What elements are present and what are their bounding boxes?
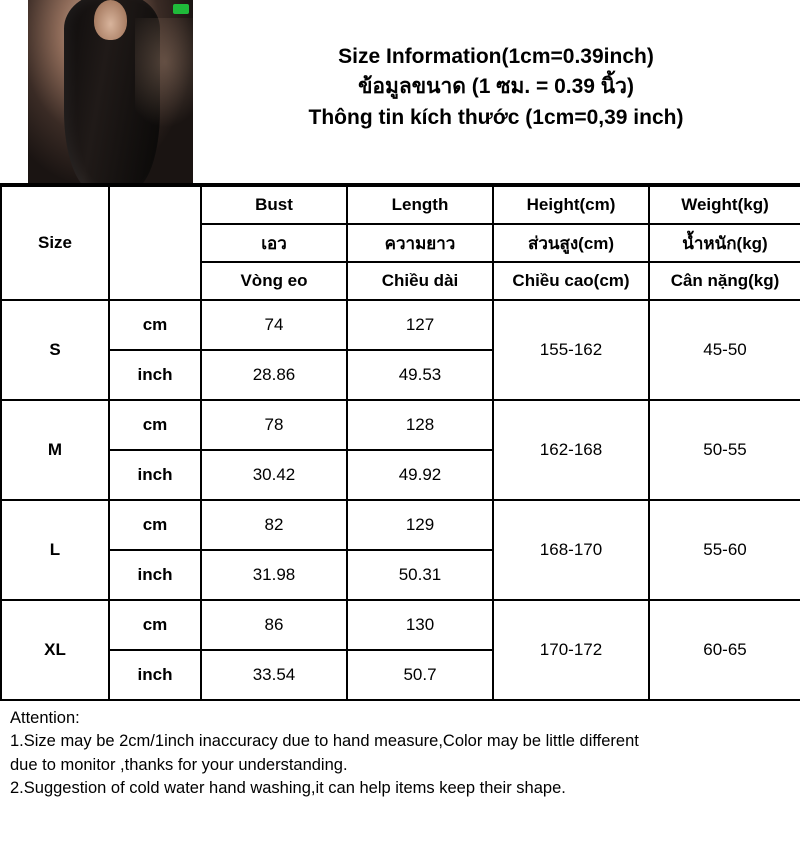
row-s-bust-cm: 74 (201, 300, 347, 350)
photo-model-face (94, 0, 127, 40)
col-header-height-vi: Chiều cao(cm) (493, 262, 649, 300)
row-s-height: 155-162 (493, 300, 649, 400)
row-m-unit-cm: cm (109, 400, 201, 450)
col-header-weight-th: น้ำหนัก(kg) (649, 224, 800, 262)
attention-line-3: 2.Suggestion of cold water hand washing,it can help items keep their shape. (10, 778, 566, 797)
row-s-unit-inch: inch (109, 350, 201, 400)
green-tag-icon (173, 4, 189, 14)
row-xl-length-cm: 130 (347, 600, 493, 650)
row-size-l: L (1, 500, 109, 600)
row-xl-weight: 60-65 (649, 600, 800, 700)
col-header-height-en: Height(cm) (493, 186, 649, 224)
row-s-length-cm: 127 (347, 300, 493, 350)
col-header-length-th: ความยาว (347, 224, 493, 262)
size-table (0, 185, 800, 701)
header (0, 0, 800, 185)
row-m-bust-inch: 30.42 (201, 450, 347, 500)
col-header-length-vi: Chiều dài (347, 262, 493, 300)
table-row (1, 400, 800, 450)
row-l-bust-inch: 31.98 (201, 550, 347, 600)
table-row (1, 500, 800, 550)
row-m-length-inch: 49.92 (347, 450, 493, 500)
row-m-height: 162-168 (493, 400, 649, 500)
col-header-weight-vi: Cân nặng(kg) (649, 262, 800, 300)
row-l-length-inch: 50.31 (347, 550, 493, 600)
row-l-unit-inch: inch (109, 550, 201, 600)
title-line-vi: Thông tin kích thước (1cm=0,39 inch) (308, 105, 684, 129)
row-xl-unit-inch: inch (109, 650, 201, 700)
row-xl-bust-inch: 33.54 (201, 650, 347, 700)
col-header-bust-th: เอว (201, 224, 347, 262)
footer-space (0, 800, 800, 860)
col-header-length-en: Length (347, 186, 493, 224)
row-l-height: 168-170 (493, 500, 649, 600)
row-m-weight: 50-55 (649, 400, 800, 500)
row-xl-length-inch: 50.7 (347, 650, 493, 700)
row-xl-bust-cm: 86 (201, 600, 347, 650)
table-row (1, 300, 800, 350)
photo-highlight (135, 18, 193, 128)
table-header-row-en (1, 186, 800, 224)
col-header-height-th: ส่วนสูง(cm) (493, 224, 649, 262)
product-photo (28, 0, 193, 183)
row-l-weight: 55-60 (649, 500, 800, 600)
row-s-weight: 45-50 (649, 300, 800, 400)
title-block (200, 42, 792, 133)
row-m-bust-cm: 78 (201, 400, 347, 450)
row-m-length-cm: 128 (347, 400, 493, 450)
row-l-bust-cm: 82 (201, 500, 347, 550)
row-l-unit-cm: cm (109, 500, 201, 550)
title-line-en: Size Information(1cm=0.39inch) (338, 45, 654, 68)
attention-line-1: 1.Size may be 2cm/1inch inaccuracy due to hand measure,Color may be little different (10, 732, 639, 751)
col-header-bust-en: Bust (201, 186, 347, 224)
attention-heading: Attention: (10, 709, 80, 727)
row-size-s: S (1, 300, 109, 400)
row-s-bust-inch: 28.86 (201, 350, 347, 400)
size-header-cell: Size (1, 186, 109, 300)
unit-header-cell (109, 186, 201, 300)
col-header-bust-vi: Vòng eo (201, 262, 347, 300)
row-l-length-cm: 129 (347, 500, 493, 550)
row-size-m: M (1, 400, 109, 500)
col-header-weight-en: Weight(kg) (649, 186, 800, 224)
row-s-unit-cm: cm (109, 300, 201, 350)
attention-line-2: due to monitor ,thanks for your understanding. (10, 755, 348, 774)
table-row (1, 600, 800, 650)
row-s-length-inch: 49.53 (347, 350, 493, 400)
title-line-th: ข้อมูลขนาด (1 ซม. = 0.39 นิ้ว) (358, 75, 634, 99)
row-xl-height: 170-172 (493, 600, 649, 700)
row-xl-unit-cm: cm (109, 600, 201, 650)
row-size-xl: XL (1, 600, 109, 700)
attention-block (0, 701, 800, 799)
row-m-unit-inch: inch (109, 450, 201, 500)
